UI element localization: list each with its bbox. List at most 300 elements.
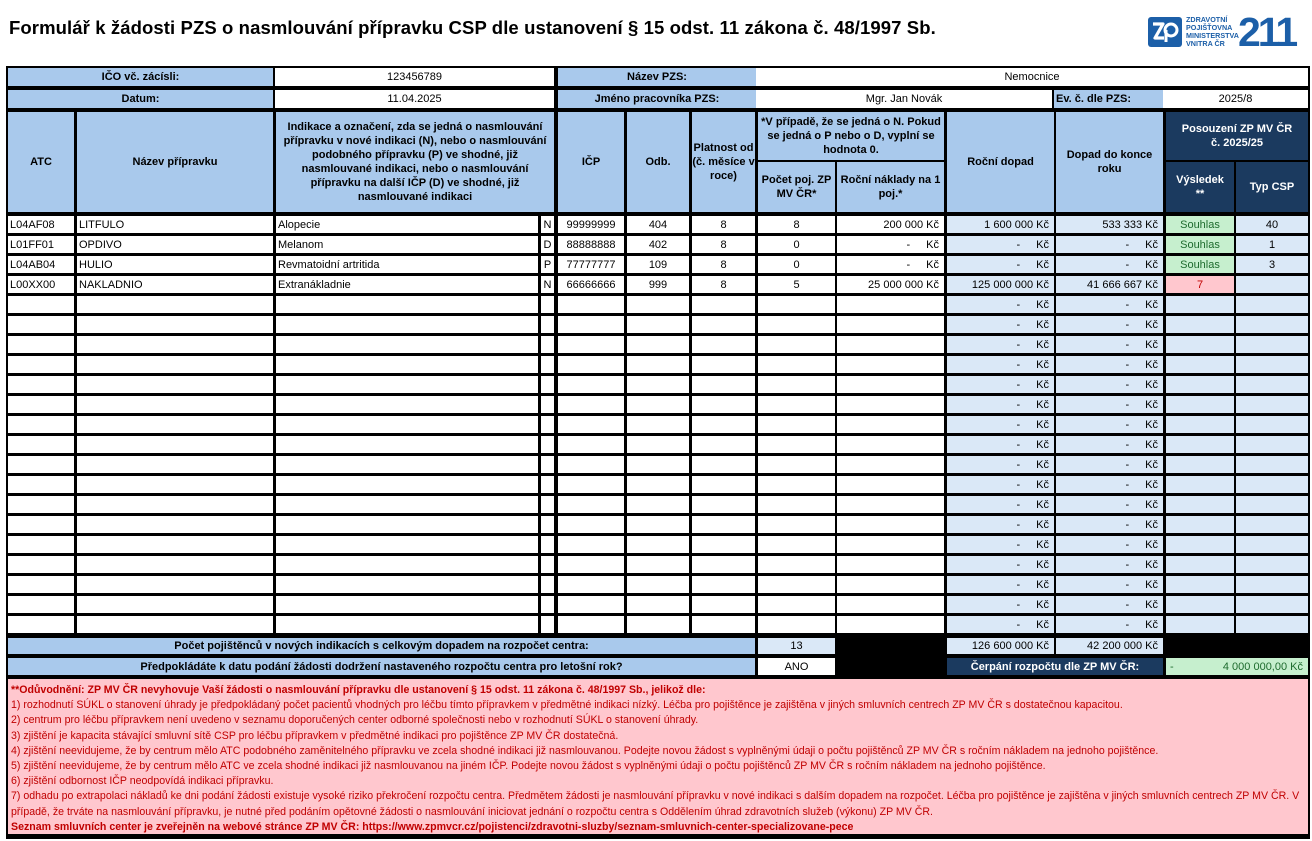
naklady-cell[interactable] bbox=[837, 356, 944, 373]
indikace-cell[interactable] bbox=[276, 316, 538, 333]
platnost-cell[interactable]: 8 bbox=[692, 276, 755, 293]
indikace-cell[interactable] bbox=[276, 616, 538, 633]
typ-cell[interactable] bbox=[541, 356, 554, 373]
zero-amount bbox=[1056, 459, 1163, 471]
naklady-cell[interactable] bbox=[837, 556, 944, 573]
atc-cell[interactable] bbox=[8, 416, 74, 433]
pocet-cell[interactable] bbox=[758, 296, 835, 313]
amount: 1 600 000 Kč bbox=[984, 218, 1049, 231]
dopad-konec-total: 42 200 000 Kč bbox=[1056, 638, 1163, 654]
currency: Kč bbox=[1036, 318, 1049, 331]
vysledek-cell bbox=[1166, 396, 1234, 413]
pocet-cell[interactable] bbox=[758, 616, 835, 633]
odb-cell[interactable] bbox=[627, 596, 689, 613]
naklady-cell[interactable] bbox=[837, 436, 944, 453]
dash: - bbox=[1125, 578, 1130, 591]
note-item: 1) rozhodnutí SÚKL o stanovení úhrady je předpokládaný počet pacientů vhodných pro léčbu tímto přípravkem v předmětné indikaci nízký. Léčba pro pojištěnce je zajištěna v jiných smluvních centrech ZP MV ČR s dostatečnou kapacitou. bbox=[11, 699, 1123, 712]
pocet-cell[interactable] bbox=[758, 496, 835, 513]
typ-csp-cell bbox=[1236, 316, 1308, 333]
col-header-typ-csp: Typ CSP bbox=[1236, 162, 1308, 212]
pocet-cell[interactable] bbox=[758, 336, 835, 353]
platnost-cell[interactable] bbox=[692, 476, 755, 493]
odb-cell[interactable] bbox=[627, 576, 689, 593]
typ-csp-cell bbox=[1236, 516, 1308, 533]
dopad-konec-cell bbox=[1056, 416, 1163, 433]
typ-csp-cell bbox=[1236, 616, 1308, 633]
icp-cell[interactable] bbox=[558, 356, 624, 373]
zero-amount bbox=[1056, 299, 1163, 311]
icp-cell[interactable]: 99999999 bbox=[558, 216, 624, 233]
col-header-odb: Odb. bbox=[627, 112, 689, 212]
rocni-dopad-cell bbox=[947, 316, 1054, 333]
rocni-dopad-cell bbox=[947, 336, 1054, 353]
nazev-cell[interactable]: OPDIVO bbox=[77, 236, 273, 253]
atc-cell[interactable]: L00XX00 bbox=[8, 276, 74, 293]
atc-cell[interactable] bbox=[8, 296, 74, 313]
dash: - bbox=[1125, 478, 1130, 491]
icp-cell[interactable] bbox=[558, 416, 624, 433]
ev-field[interactable]: 2025/8 bbox=[1163, 90, 1308, 108]
dopad-konec-cell bbox=[1056, 216, 1163, 233]
odb-cell[interactable] bbox=[627, 556, 689, 573]
odb-cell[interactable] bbox=[627, 296, 689, 313]
currency: Kč bbox=[1145, 238, 1158, 251]
indikace-cell[interactable] bbox=[276, 476, 538, 493]
pocet-cell[interactable] bbox=[758, 516, 835, 533]
icp-cell[interactable] bbox=[558, 616, 624, 633]
icp-cell[interactable] bbox=[558, 316, 624, 333]
icp-cell[interactable] bbox=[558, 376, 624, 393]
atc-cell[interactable] bbox=[8, 576, 74, 593]
naklady-cell[interactable] bbox=[837, 456, 944, 473]
currency: Kč bbox=[1145, 618, 1158, 631]
typ-csp-cell bbox=[1236, 336, 1308, 353]
typ-csp-cell bbox=[1236, 416, 1308, 433]
atc-cell[interactable] bbox=[8, 476, 74, 493]
platnost-cell[interactable] bbox=[692, 536, 755, 553]
platnost-cell[interactable] bbox=[692, 436, 755, 453]
icp-cell[interactable] bbox=[558, 396, 624, 413]
vysledek-cell bbox=[1166, 456, 1234, 473]
odb-cell[interactable] bbox=[627, 536, 689, 553]
platnost-cell[interactable] bbox=[692, 576, 755, 593]
pocet-cell[interactable] bbox=[758, 416, 835, 433]
dopad-konec-cell bbox=[1056, 476, 1163, 493]
atc-cell[interactable] bbox=[8, 616, 74, 633]
currency: Kč bbox=[1145, 498, 1158, 511]
nazev-cell[interactable] bbox=[77, 596, 273, 613]
pocet-cell[interactable] bbox=[758, 316, 835, 333]
typ-cell[interactable]: N bbox=[541, 216, 554, 233]
typ-cell[interactable] bbox=[541, 376, 554, 393]
typ-csp-cell bbox=[1236, 476, 1308, 493]
atc-cell[interactable] bbox=[8, 436, 74, 453]
nazev-cell[interactable] bbox=[77, 496, 273, 513]
col-header-nazev: Název přípravku bbox=[77, 112, 273, 212]
currency: Kč bbox=[1145, 538, 1158, 551]
typ-cell[interactable] bbox=[541, 456, 554, 473]
nazev-cell[interactable] bbox=[77, 416, 273, 433]
atc-cell[interactable] bbox=[8, 456, 74, 473]
atc-cell[interactable] bbox=[8, 596, 74, 613]
naklady-cell[interactable] bbox=[837, 536, 944, 553]
dopad-konec-cell bbox=[1056, 556, 1163, 573]
platnost-cell[interactable] bbox=[692, 416, 755, 433]
naklady-cell[interactable] bbox=[837, 596, 944, 613]
dash: - bbox=[1016, 298, 1021, 311]
platnost-cell[interactable] bbox=[692, 296, 755, 313]
note-item: 3) zjištění je kapacita stávající smluvní sítě CSP pro léčbu přípravkem v předmětné indikaci pro pojištěnce ZP MV ČR dostatečná. bbox=[11, 729, 619, 742]
dopad-konec-cell bbox=[1056, 336, 1163, 353]
pocet-cell[interactable] bbox=[758, 576, 835, 593]
typ-csp-cell bbox=[1236, 436, 1308, 453]
indikace-cell[interactable] bbox=[276, 456, 538, 473]
dopad-konec-cell bbox=[1056, 256, 1163, 273]
odb-cell[interactable] bbox=[627, 376, 689, 393]
zero-amount bbox=[947, 599, 1054, 611]
atc-cell[interactable] bbox=[8, 336, 74, 353]
col-header-indikace: Indikace a označení, zda se jedná o nasmlouvání přípravku v nové indikaci (N), nebo o nasmlouvání podobného přípravku (P) ve shodné, již nasmlouvané indikaci, nebo o nasmlouvání přípravku na další IČP (D) ve shodné, již nasmlouvané indikaci bbox=[276, 112, 554, 212]
amount: 25 000 000 Kč bbox=[868, 278, 939, 291]
zero-amount bbox=[947, 319, 1054, 331]
indikace-cell[interactable] bbox=[276, 356, 538, 373]
atc-cell[interactable]: L04AB04 bbox=[8, 256, 74, 273]
pocet-cell[interactable] bbox=[758, 476, 835, 493]
odb-cell[interactable] bbox=[627, 336, 689, 353]
nazev-cell[interactable] bbox=[77, 336, 273, 353]
platnost-cell[interactable] bbox=[692, 316, 755, 333]
nazev-cell[interactable] bbox=[77, 616, 273, 633]
typ-cell[interactable] bbox=[541, 576, 554, 593]
dash: - bbox=[1125, 358, 1130, 371]
dopad-konec-cell bbox=[1056, 456, 1163, 473]
platnost-cell[interactable] bbox=[692, 456, 755, 473]
zero-amount bbox=[947, 519, 1054, 531]
indikace-cell[interactable]: Revmatoidní artritida bbox=[276, 256, 538, 273]
nazev-cell[interactable] bbox=[77, 436, 273, 453]
currency: Kč bbox=[1036, 558, 1049, 571]
atc-cell[interactable] bbox=[8, 356, 74, 373]
indikace-cell[interactable] bbox=[276, 596, 538, 613]
currency: Kč bbox=[1145, 398, 1158, 411]
naklady-cell[interactable] bbox=[837, 476, 944, 493]
platnost-cell[interactable]: 8 bbox=[692, 216, 755, 233]
indikace-cell[interactable] bbox=[276, 496, 538, 513]
odb-cell[interactable] bbox=[627, 476, 689, 493]
typ-cell[interactable] bbox=[541, 516, 554, 533]
dash: - bbox=[1016, 258, 1021, 271]
typ-cell[interactable] bbox=[541, 496, 554, 513]
dash: - bbox=[1016, 458, 1021, 471]
icp-cell[interactable] bbox=[558, 456, 624, 473]
odb-cell[interactable] bbox=[627, 616, 689, 633]
icp-cell[interactable] bbox=[558, 436, 624, 453]
indikace-cell[interactable] bbox=[276, 576, 538, 593]
atc-cell[interactable] bbox=[8, 376, 74, 393]
indikace-cell[interactable] bbox=[276, 536, 538, 553]
indikace-cell[interactable] bbox=[276, 336, 538, 353]
dash: - bbox=[1016, 418, 1021, 431]
vysledek-cell: Souhlas bbox=[1166, 256, 1234, 273]
nazev-cell[interactable] bbox=[77, 476, 273, 493]
platnost-cell[interactable] bbox=[692, 396, 755, 413]
rocni-dopad-cell bbox=[947, 296, 1054, 313]
pocet-cell[interactable]: 0 bbox=[758, 236, 835, 253]
rocni-dopad-cell bbox=[947, 256, 1054, 273]
odb-cell[interactable] bbox=[627, 416, 689, 433]
platnost-cell[interactable] bbox=[692, 556, 755, 573]
typ-cell[interactable] bbox=[541, 556, 554, 573]
pracovnik-field[interactable]: Mgr. Jan Novák bbox=[756, 90, 1052, 108]
typ-cell[interactable] bbox=[541, 616, 554, 633]
currency: Kč bbox=[1036, 238, 1049, 251]
typ-csp-cell bbox=[1236, 596, 1308, 613]
typ-cell[interactable] bbox=[541, 596, 554, 613]
platnost-cell[interactable] bbox=[692, 496, 755, 513]
atc-cell[interactable] bbox=[8, 556, 74, 573]
vysledek-cell: Souhlas bbox=[1166, 236, 1234, 253]
indikace-cell[interactable] bbox=[276, 376, 538, 393]
currency: Kč bbox=[1036, 458, 1049, 471]
platnost-cell[interactable] bbox=[692, 376, 755, 393]
odb-cell[interactable] bbox=[627, 456, 689, 473]
pocet-cell[interactable] bbox=[758, 376, 835, 393]
odb-cell[interactable]: 109 bbox=[627, 256, 689, 273]
zero-amount bbox=[947, 499, 1054, 511]
typ-cell[interactable] bbox=[541, 536, 554, 553]
dopad-konec-cell bbox=[1056, 616, 1163, 633]
nazev-cell[interactable]: NAKLADNIO bbox=[77, 276, 273, 293]
platnost-cell[interactable] bbox=[692, 616, 755, 633]
currency: Kč bbox=[1145, 258, 1158, 271]
currency: Kč bbox=[1145, 518, 1158, 531]
col-header-rocni-dopad: Roční dopad bbox=[947, 112, 1054, 212]
typ-csp-cell: 3 bbox=[1236, 256, 1308, 273]
nazev-cell[interactable] bbox=[77, 356, 273, 373]
nazev-cell[interactable] bbox=[77, 396, 273, 413]
vysledek-cell bbox=[1166, 416, 1234, 433]
col-header-posouzeni: Posouzení ZP MV ČR č. 2025/25 bbox=[1166, 112, 1308, 160]
indikace-cell[interactable] bbox=[276, 516, 538, 533]
indikace-cell[interactable]: Alopecie bbox=[276, 216, 538, 233]
odb-cell[interactable]: 999 bbox=[627, 276, 689, 293]
nazev-cell[interactable] bbox=[77, 296, 273, 313]
typ-cell[interactable] bbox=[541, 336, 554, 353]
currency: Kč bbox=[1145, 318, 1158, 331]
atc-cell[interactable] bbox=[8, 316, 74, 333]
vysledek-cell bbox=[1166, 556, 1234, 573]
atc-cell[interactable] bbox=[8, 536, 74, 553]
datum-field[interactable]: 11.04.2025 bbox=[275, 90, 554, 108]
currency: Kč bbox=[926, 258, 939, 271]
naklady-cell[interactable] bbox=[837, 336, 944, 353]
notes-heading: **Odůvodnění: ZP MV ČR nevyhovuje Vaší žádosti o nasmlouvání přípravku dle ustanovení § 15 odst. 11 zákona č. 48/1997 Sb., jelikož dle: bbox=[11, 684, 706, 696]
naklady-cell[interactable] bbox=[837, 216, 944, 233]
zero-amount bbox=[947, 419, 1054, 431]
dopad-konec-cell bbox=[1056, 516, 1163, 533]
dash: - bbox=[1125, 558, 1130, 571]
typ-cell[interactable] bbox=[541, 476, 554, 493]
typ-cell[interactable]: D bbox=[541, 236, 554, 253]
ev-label: Ev. č. dle PZS: bbox=[1054, 90, 1163, 108]
indikace-cell[interactable] bbox=[276, 396, 538, 413]
odb-cell[interactable]: 402 bbox=[627, 236, 689, 253]
indikace-cell[interactable]: Extranákladnie bbox=[276, 276, 538, 293]
zero-amount bbox=[947, 259, 1054, 271]
icp-cell[interactable] bbox=[558, 336, 624, 353]
icp-cell[interactable] bbox=[558, 576, 624, 593]
typ-cell[interactable] bbox=[541, 296, 554, 313]
note-item: 7) odhadu po extrapolaci nákladů ke dni podání žádosti existuje vysoké riziko překročení rozpočtu centra. Předmětem žádosti je nasmlouvání přípravku v nové indikaci s dalším dopadem na rozpočet. Léčba pro pojištěnce je zajištěna v jiných smluvních centrech ZP MV ČR. V případě, že trváte na nasmlouvání přípravku, je nutné před podáním opětovné žádosti o nasmlouvání iniciovat jednání o rozpočtu centra s Oddělením úhrad zdravotních služeb (výkonu) ZP MV ČR. bbox=[11, 790, 1300, 818]
indikace-cell[interactable]: Melanom bbox=[276, 236, 538, 253]
icp-cell[interactable] bbox=[558, 496, 624, 513]
platnost-cell[interactable] bbox=[692, 356, 755, 373]
naklady-cell[interactable] bbox=[837, 396, 944, 413]
naklady-cell[interactable] bbox=[837, 376, 944, 393]
atc-cell[interactable]: L01FF01 bbox=[8, 236, 74, 253]
typ-cell[interactable]: N bbox=[541, 276, 554, 293]
nazev-cell[interactable] bbox=[77, 556, 273, 573]
notes-footer-link[interactable]: Seznam smluvních center je zveřejněn na webové stránce ZP MV ČR: https://www.zpmvcr.cz/pojistenci/zdravotni-sluzby/seznam-smluvnich-center-specializovane-pece bbox=[11, 820, 854, 833]
zero-amount bbox=[1056, 239, 1163, 251]
col-header-note-group: *V případě, že se jedná o N. Pokud se jedná o P nebo o D, vyplní se hodnota 0. bbox=[758, 112, 944, 160]
odb-cell[interactable] bbox=[627, 516, 689, 533]
nazev-cell[interactable] bbox=[77, 456, 273, 473]
icp-cell[interactable]: 66666666 bbox=[558, 276, 624, 293]
pocet-cell[interactable]: 0 bbox=[758, 256, 835, 273]
logo-line: ZDRAVOTNÍ bbox=[1186, 15, 1228, 24]
icp-cell[interactable] bbox=[558, 596, 624, 613]
atc-cell[interactable] bbox=[8, 496, 74, 513]
pocet-cell[interactable] bbox=[758, 356, 835, 373]
typ-cell[interactable] bbox=[541, 316, 554, 333]
rocni-dopad-cell bbox=[947, 216, 1054, 233]
naklady-cell[interactable] bbox=[837, 516, 944, 533]
indikace-cell[interactable] bbox=[276, 556, 538, 573]
zero-amount bbox=[1056, 579, 1163, 591]
icp-cell[interactable] bbox=[558, 536, 624, 553]
platnost-cell[interactable]: 8 bbox=[692, 256, 755, 273]
platnost-cell[interactable] bbox=[692, 516, 755, 533]
pocet-cell[interactable] bbox=[758, 456, 835, 473]
typ-csp-cell bbox=[1236, 576, 1308, 593]
naklady-cell[interactable] bbox=[837, 316, 944, 333]
pocet-cell[interactable]: 8 bbox=[758, 216, 835, 233]
currency: Kč bbox=[1036, 358, 1049, 371]
typ-cell[interactable] bbox=[541, 416, 554, 433]
naklady-cell[interactable] bbox=[837, 256, 944, 273]
nazev-cell[interactable] bbox=[77, 316, 273, 333]
indikace-cell[interactable] bbox=[276, 416, 538, 433]
zero-amount bbox=[947, 379, 1054, 391]
icp-cell[interactable]: 88888888 bbox=[558, 236, 624, 253]
nazev-cell[interactable] bbox=[77, 536, 273, 553]
naklady-cell[interactable] bbox=[837, 576, 944, 593]
nazev-cell[interactable] bbox=[77, 576, 273, 593]
icp-cell[interactable] bbox=[558, 296, 624, 313]
vysledek-cell bbox=[1166, 496, 1234, 513]
typ-cell[interactable] bbox=[541, 436, 554, 453]
nazev-cell[interactable] bbox=[77, 516, 273, 533]
typ-cell[interactable]: P bbox=[541, 256, 554, 273]
logo-line: MINISTERSTVA bbox=[1186, 31, 1239, 40]
dash: - bbox=[1016, 358, 1021, 371]
pocet-cell[interactable] bbox=[758, 436, 835, 453]
currency: Kč bbox=[1036, 538, 1049, 551]
naklady-cell[interactable] bbox=[837, 296, 944, 313]
rocni-dopad-cell bbox=[947, 416, 1054, 433]
indikace-cell[interactable] bbox=[276, 296, 538, 313]
pocet-cell[interactable] bbox=[758, 596, 835, 613]
cerpani-label: Čerpání rozpočtu dle ZP MV ČR: bbox=[947, 658, 1163, 675]
rocni-dopad-cell bbox=[947, 276, 1054, 293]
rocni-dopad-cell bbox=[947, 456, 1054, 473]
odb-cell[interactable] bbox=[627, 316, 689, 333]
dash: - bbox=[1125, 438, 1130, 451]
naklady-cell[interactable] bbox=[837, 416, 944, 433]
atc-cell[interactable] bbox=[8, 396, 74, 413]
atc-cell[interactable]: L04AF08 bbox=[8, 216, 74, 233]
platnost-cell[interactable] bbox=[692, 596, 755, 613]
pocet-cell[interactable] bbox=[758, 536, 835, 553]
nazev-cell[interactable] bbox=[77, 376, 273, 393]
rozpocet-answer-select[interactable]: ANO bbox=[758, 658, 835, 675]
naklady-cell[interactable] bbox=[837, 616, 944, 633]
currency: Kč bbox=[1036, 438, 1049, 451]
icp-cell[interactable]: 77777777 bbox=[558, 256, 624, 273]
odb-cell[interactable] bbox=[627, 436, 689, 453]
naklady-cell[interactable] bbox=[837, 496, 944, 513]
dopad-konec-cell bbox=[1056, 536, 1163, 553]
pocet-cell[interactable]: 5 bbox=[758, 276, 835, 293]
icp-cell[interactable] bbox=[558, 476, 624, 493]
typ-csp-cell bbox=[1236, 296, 1308, 313]
dash: - bbox=[1016, 478, 1021, 491]
odb-cell[interactable] bbox=[627, 396, 689, 413]
icp-cell[interactable] bbox=[558, 556, 624, 573]
indikace-cell[interactable] bbox=[276, 436, 538, 453]
request-form-sheet bbox=[6, 66, 1310, 839]
naklady-cell[interactable] bbox=[837, 236, 944, 253]
pocet-cell[interactable] bbox=[758, 556, 835, 573]
pocet-cell[interactable] bbox=[758, 396, 835, 413]
platnost-cell[interactable]: 8 bbox=[692, 236, 755, 253]
odb-cell[interactable]: 404 bbox=[627, 216, 689, 233]
dopad-konec-cell bbox=[1056, 236, 1163, 253]
platnost-cell[interactable] bbox=[692, 336, 755, 353]
naklady-cell[interactable] bbox=[837, 276, 944, 293]
typ-csp-cell bbox=[1236, 536, 1308, 553]
nazev-cell[interactable]: HULIO bbox=[77, 256, 273, 273]
odb-cell[interactable] bbox=[627, 356, 689, 373]
rocni-dopad-cell bbox=[947, 576, 1054, 593]
odb-cell[interactable] bbox=[627, 496, 689, 513]
nazev-pzs-field[interactable]: Nemocnice bbox=[756, 68, 1308, 86]
zero-amount bbox=[1056, 599, 1163, 611]
nazev-cell[interactable]: LITFULO bbox=[77, 216, 273, 233]
zero-amount bbox=[947, 619, 1054, 631]
zero-amount bbox=[837, 259, 944, 271]
logo-line: VNITRA ČR bbox=[1186, 39, 1225, 48]
zero-amount bbox=[947, 439, 1054, 451]
ico-field[interactable]: 123456789 bbox=[275, 68, 554, 86]
atc-cell[interactable] bbox=[8, 516, 74, 533]
datum-label: Datum: bbox=[8, 90, 273, 108]
icp-cell[interactable] bbox=[558, 516, 624, 533]
col-header-pocet: Počet poj. ZP MV ČR* bbox=[758, 162, 835, 212]
dash: - bbox=[1125, 338, 1130, 351]
typ-cell[interactable] bbox=[541, 396, 554, 413]
